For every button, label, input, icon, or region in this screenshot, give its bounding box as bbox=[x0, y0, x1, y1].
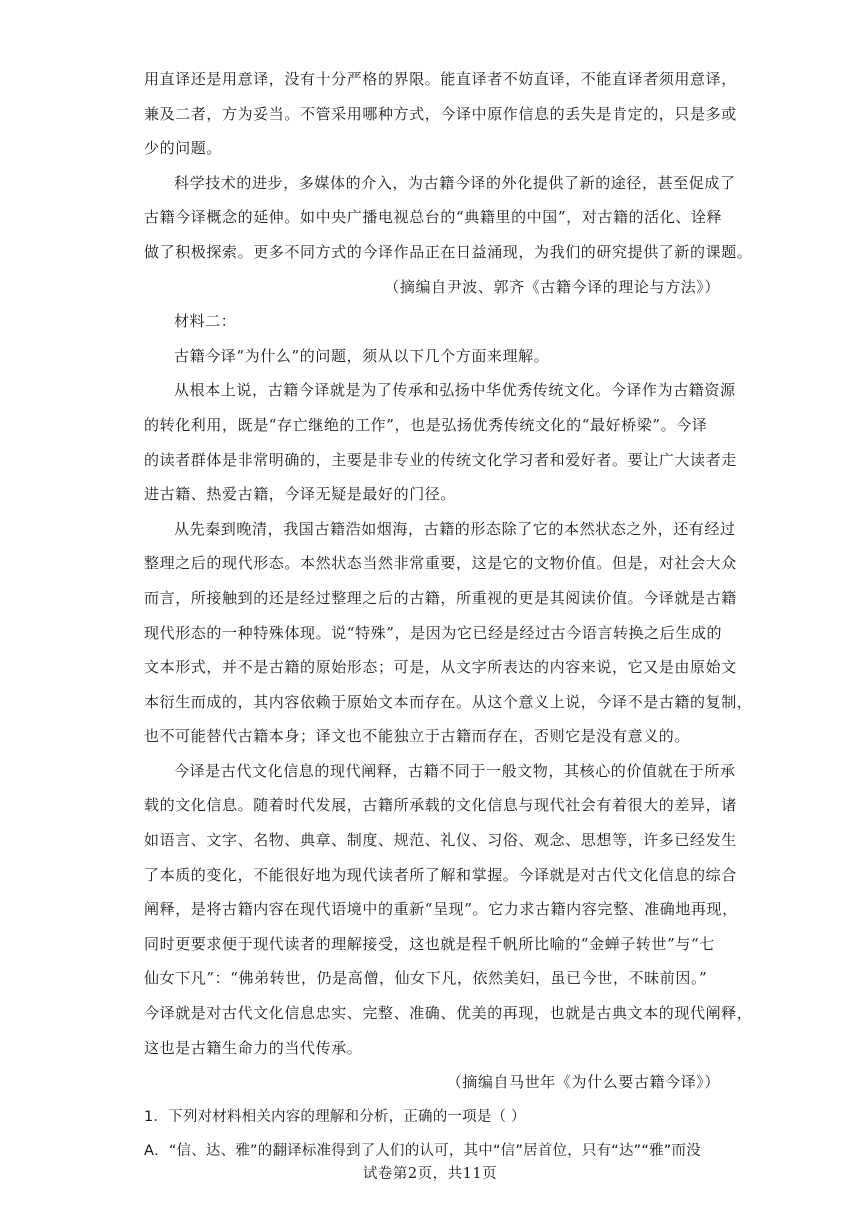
paragraph bbox=[144, 754, 753, 1065]
text-line: 进古籍、热爱古籍，今译无疑是最好的门径。 bbox=[144, 485, 457, 504]
material-heading: 材料二： bbox=[174, 312, 237, 331]
text-line: 而言，所接触到的还是经过整理之后的古籍，所重视的更是其阅读价值。今译就是古籍 bbox=[144, 588, 737, 607]
paragraph bbox=[144, 512, 753, 754]
text-line: 科学技术的进步，多媒体的介入，为古籍今译的外化提供了新的途径，甚至促成了 bbox=[174, 173, 736, 192]
text-line: 的读者群体是非常明确的，主要是非专业的传统文化学习者和爱好者。要让广大读者走 bbox=[144, 450, 737, 469]
page-footer: 试卷第2页，共11页 bbox=[362, 1166, 498, 1182]
text-line: 仙女下凡”：“佛弟转世，仍是高僧，仙女下凡，依然美妇，虽已今世，不昧前因。” bbox=[144, 969, 708, 988]
answer-option-a: A．“信、达、雅”的翻译标准得到了人们的认可，其中“信”居首位，只有“达”“雅”而没 bbox=[144, 1143, 701, 1160]
text-line: 阐释，是将古籍内容在现代语境中的重新“呈现”。它力求古籍内容完整、准确地再现， bbox=[144, 900, 738, 919]
source-citation: （摘编自马世年《为什么要古籍今译》） bbox=[446, 1073, 720, 1092]
text-line: 兼及二者，方为妥当。不管采用哪种方式，今译中原作信息的丢失是肯定的，只是多或 bbox=[144, 104, 737, 123]
intro-line: 古籍今译“为什么”的问题，须从以下几个方面来理解。 bbox=[174, 346, 550, 365]
text-line: 少的问题。 bbox=[144, 139, 223, 158]
text-line: 本衍生而成的，其内容依赖于原始文本而存在。从这个意义上说，今译不是古籍的复制， bbox=[144, 692, 753, 711]
text-line: 的转化利用，既是“存亡继绝的工作”，也是弘扬优秀传统文化的“最好桥梁”。今译 bbox=[144, 415, 708, 434]
document-body bbox=[144, 62, 753, 1169]
text-line: 同时更要求便于现代读者的理解接受，这也就是程千帆所比喻的“金蝉子转世”与“七 bbox=[144, 934, 715, 953]
text-line: 载的文化信息。随着时代发展，古籍所承载的文化信息与现代社会有着很大的差异，诸 bbox=[144, 796, 737, 815]
text-line: 用直译还是用意译，没有十分严格的界限。能直译者不妨直译，不能直译者须用意译， bbox=[144, 70, 737, 88]
text-line: 整理之后的现代形态。本然状态当然非常重要，这是它的文物价值。但是，对社会大众 bbox=[144, 554, 737, 573]
paragraph bbox=[144, 373, 737, 511]
text-line: 这也是古籍生命力的当代传承。 bbox=[144, 1038, 363, 1057]
source-citation: （摘编自尹波、郭齐《古籍今译的理论与方法》） bbox=[384, 277, 720, 296]
text-line: 古籍今译概念的延伸。如中央广播电视总台的“典籍里的中国”，对古籍的活化、诠释 bbox=[144, 208, 723, 227]
text-line: 今译就是对古代文化信息忠实、完整、准确、优美的再现，也就是古典文本的现代阐释， bbox=[144, 1004, 753, 1023]
text-line: 如语言、文字、名物、典章、制度、规范、礼仪、习俗、观念、思想等，许多已经发生 bbox=[144, 831, 737, 850]
question-stem: 1．下列对材料相关内容的理解和分析，正确的一项是（ ） bbox=[144, 1108, 526, 1125]
paragraph bbox=[144, 62, 737, 166]
text-line: 现代形态的一种特殊体现。说“特殊”，是因为它已经是经过古今语言转换之后生成的 bbox=[144, 623, 723, 642]
text-line: 从先秦到晚清，我国古籍浩如烟海，古籍的形态除了它的本然状态之外，还有经过 bbox=[174, 519, 736, 538]
paragraph bbox=[144, 166, 753, 270]
text-line: 文本形式，并不是古籍的原始形态；可是，从文字所表达的内容来说，它又是由原始文 bbox=[144, 658, 737, 677]
text-line: 了本质的变化，不能很好地为现代读者所了解和掌握。今译就是对古代文化信息的综合 bbox=[144, 865, 737, 884]
text-line: 今译是古代文化信息的现代阐释，古籍不同于一般文物，其核心的价值就在于所承 bbox=[174, 761, 736, 780]
text-line: 也不可能替代古籍本身；译文也不能独立于古籍而存在，否则它是没有意义的。 bbox=[144, 727, 691, 746]
text-line: 从根本上说，古籍今译就是为了传承和弘扬中华优秀传统文化。今译作为古籍资源 bbox=[174, 381, 736, 400]
text-line: 做了积极探索。更多不同方式的今译作品正在日益涌现，为我们的研究提供了新的课题。 bbox=[144, 242, 753, 261]
